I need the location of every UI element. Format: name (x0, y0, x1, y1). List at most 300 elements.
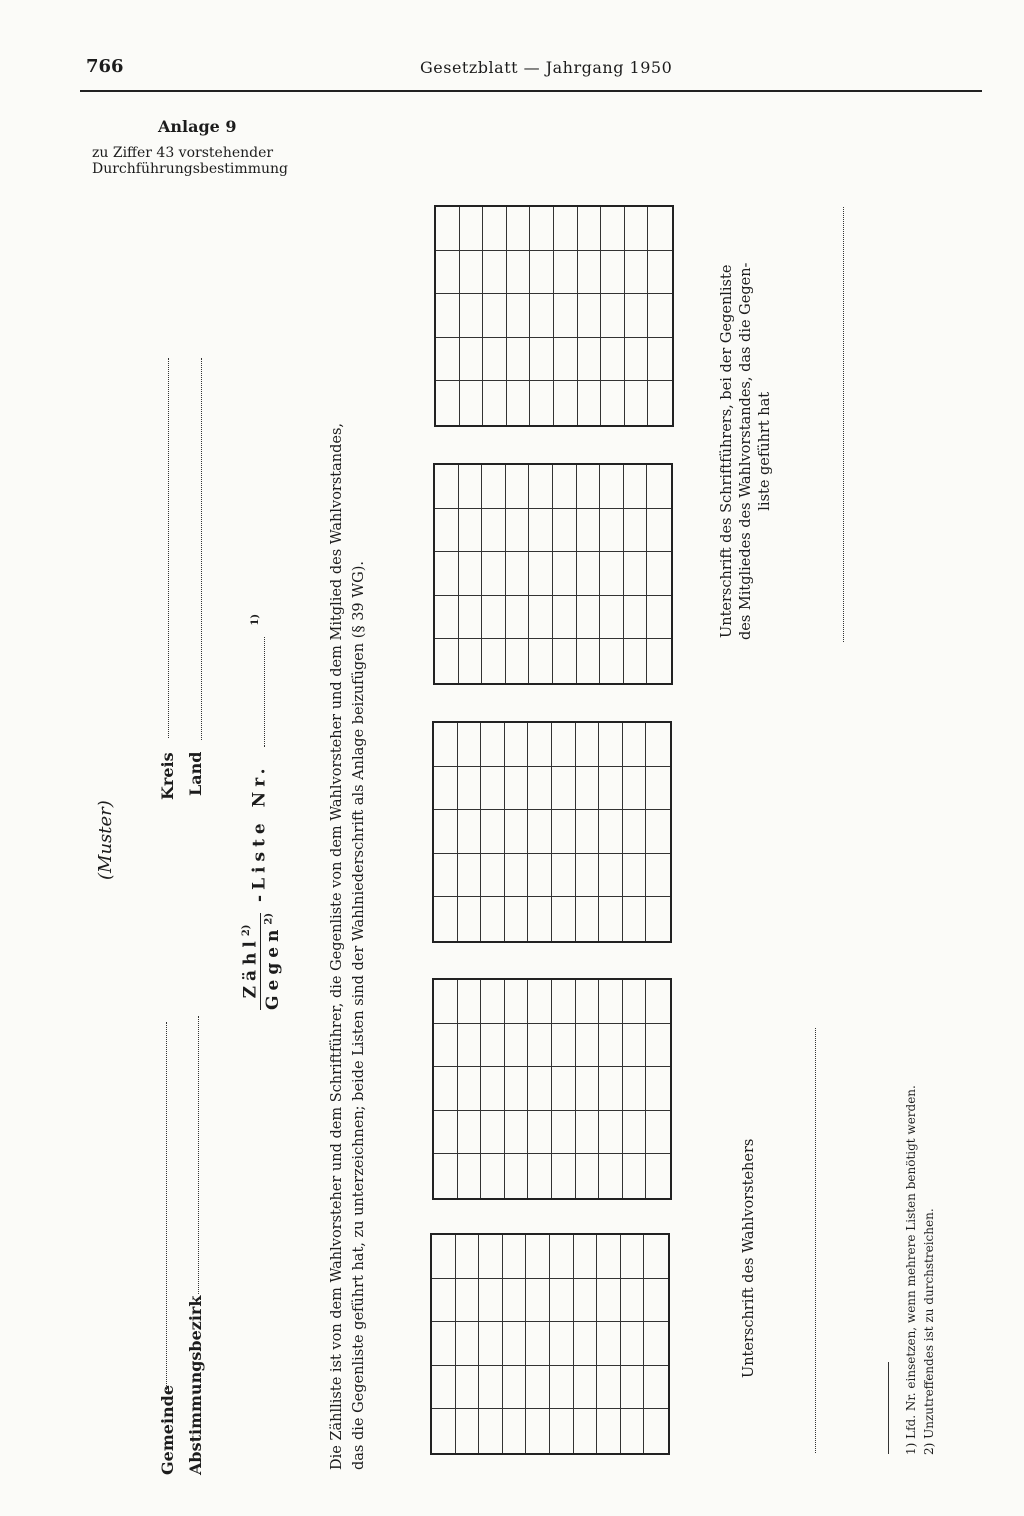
kreis-dotted-line (168, 358, 169, 738)
numerator-sup: 2) (241, 924, 252, 937)
tally-cell[interactable] (625, 338, 649, 382)
tally-cell[interactable] (432, 1322, 456, 1366)
tally-cell[interactable] (458, 723, 482, 767)
tally-cell[interactable] (436, 294, 460, 338)
abstimmungsbezirk-label: Abstimmungsbezirk (186, 1295, 205, 1475)
tally-cell[interactable] (600, 509, 624, 553)
tally-cell[interactable] (436, 251, 460, 295)
tally-cell[interactable] (435, 596, 459, 640)
tally-cell[interactable] (554, 381, 578, 425)
tally-cell[interactable] (648, 381, 672, 425)
tally-cell[interactable] (599, 1154, 623, 1198)
tally-cell[interactable] (574, 1409, 598, 1453)
tally-cell[interactable] (577, 465, 601, 509)
tally-cell[interactable] (481, 723, 505, 767)
tally-cell[interactable] (503, 1366, 527, 1410)
tally-cell[interactable] (456, 1235, 480, 1279)
tally-cell[interactable] (576, 1154, 600, 1198)
tally-cell[interactable] (434, 810, 458, 854)
land-dotted-line (201, 358, 202, 740)
tally-cell[interactable] (506, 639, 530, 683)
signature-label-schriftfuehrer (718, 263, 775, 640)
tally-cell[interactable] (529, 639, 553, 683)
tally-cell[interactable] (623, 1154, 647, 1198)
tally-cell[interactable] (578, 338, 602, 382)
tally-cell[interactable] (458, 1024, 482, 1068)
tally-cell[interactable] (552, 723, 576, 767)
tally-cell[interactable] (505, 767, 529, 811)
tally-cell[interactable] (599, 854, 623, 898)
tally-cell[interactable] (623, 767, 647, 811)
tally-cell[interactable] (646, 897, 670, 941)
tally-cell[interactable] (530, 251, 554, 295)
tally-cell[interactable] (624, 552, 648, 596)
tally-cell[interactable] (646, 1024, 670, 1068)
tally-cell[interactable] (434, 854, 458, 898)
tally-cell[interactable] (625, 207, 649, 251)
tally-cell[interactable] (432, 1235, 456, 1279)
tally-cell[interactable] (552, 1111, 576, 1155)
tally-cell[interactable] (528, 810, 552, 854)
header-rule (80, 90, 982, 92)
tally-cell[interactable] (600, 596, 624, 640)
tally-cell[interactable] (599, 1067, 623, 1111)
tally-cell[interactable] (646, 1154, 670, 1198)
tally-cell[interactable] (529, 596, 553, 640)
tally-cell[interactable] (577, 552, 601, 596)
footnote-rule (888, 1362, 889, 1454)
tally-cell[interactable] (482, 465, 506, 509)
tally-cell[interactable] (601, 207, 625, 251)
tally-cell[interactable] (550, 1322, 574, 1366)
tally-cell[interactable] (599, 723, 623, 767)
tally-cell[interactable] (436, 381, 460, 425)
tally-cell[interactable] (526, 1322, 550, 1366)
tally-cell[interactable] (528, 1024, 552, 1068)
tally-cell[interactable] (528, 1154, 552, 1198)
tally-cell[interactable] (554, 207, 578, 251)
tally-cell[interactable] (456, 1366, 480, 1410)
tally-cell[interactable] (646, 980, 670, 1024)
tally-cell[interactable] (530, 294, 554, 338)
gemeinde-field[interactable] (158, 1385, 177, 1475)
tally-cell[interactable] (553, 465, 577, 509)
tally-cell[interactable] (481, 1111, 505, 1155)
instruction-line1: Die Zählliste ist von dem Wahlvorsteher und dem Schriftführer, die Gegenliste von dem Wahlvorsteher und dem Mitglied des Wahlvorstandes, (329, 422, 345, 1470)
tally-cell[interactable] (481, 1024, 505, 1068)
anlage-subtitle (92, 145, 288, 177)
tally-cell[interactable] (483, 251, 507, 295)
tally-cell[interactable] (503, 1322, 527, 1366)
tally-cell[interactable] (481, 810, 505, 854)
tally-cell[interactable] (458, 810, 482, 854)
tally-cell[interactable] (458, 767, 482, 811)
tally-cell[interactable] (550, 1279, 574, 1323)
tally-cell[interactable] (552, 1024, 576, 1068)
tally-cell[interactable] (578, 294, 602, 338)
tally-cell[interactable] (483, 381, 507, 425)
tally-cell[interactable] (648, 207, 672, 251)
tally-cell[interactable] (574, 1366, 598, 1410)
tally-cell[interactable] (436, 338, 460, 382)
tally-cell[interactable] (460, 251, 484, 295)
tally-cell[interactable] (623, 723, 647, 767)
tally-cell[interactable] (435, 552, 459, 596)
tally-cell[interactable] (625, 294, 649, 338)
tally-cell[interactable] (576, 767, 600, 811)
tally-cell[interactable] (624, 596, 648, 640)
tally-cell[interactable] (644, 1322, 668, 1366)
tally-cell[interactable] (623, 897, 647, 941)
tally-cell[interactable] (528, 980, 552, 1024)
tally-cell[interactable] (600, 552, 624, 596)
schriftfuehrer-line2: des Mitgliedes des Wahlvorstandes, das die Gegen- (738, 262, 754, 640)
title-rest: -Liste Nr. (249, 763, 270, 902)
tally-cell[interactable] (528, 1111, 552, 1155)
tally-cell[interactable] (507, 251, 531, 295)
tally-cell[interactable] (576, 1067, 600, 1111)
tally-cell[interactable] (507, 207, 531, 251)
tally-cell[interactable] (550, 1409, 574, 1453)
signature-line-schriftfuehrer[interactable] (843, 207, 844, 642)
tally-cell[interactable] (458, 897, 482, 941)
tally-cell[interactable] (621, 1322, 645, 1366)
tally-cell[interactable] (481, 897, 505, 941)
tally-cell[interactable] (479, 1322, 503, 1366)
denominator-sup: 2) (263, 912, 275, 925)
tally-cell[interactable] (481, 980, 505, 1024)
tally-cell[interactable] (481, 767, 505, 811)
tally-cell[interactable] (479, 1409, 503, 1453)
tally-cell[interactable] (574, 1235, 598, 1279)
tally-cell[interactable] (459, 552, 483, 596)
tally-cell[interactable] (577, 639, 601, 683)
tally-cell[interactable] (574, 1322, 598, 1366)
tally-cell[interactable] (552, 810, 576, 854)
tally-cell[interactable] (550, 1366, 574, 1410)
tally-cell[interactable] (481, 854, 505, 898)
tally-cell[interactable] (506, 552, 530, 596)
tally-cell[interactable] (434, 897, 458, 941)
tally-cell[interactable] (576, 1111, 600, 1155)
tally-grid[interactable] (434, 205, 674, 427)
tally-cell[interactable] (597, 1322, 621, 1366)
tally-cell[interactable] (577, 509, 601, 553)
tally-cell[interactable] (483, 294, 507, 338)
kreis-field[interactable] (158, 752, 177, 800)
tally-cell[interactable] (458, 1111, 482, 1155)
gemeinde-label: Gemeinde (158, 1384, 177, 1475)
tally-grid[interactable] (433, 463, 673, 685)
title-fraction (238, 913, 282, 1010)
tally-cell[interactable] (623, 1024, 647, 1068)
tally-cell[interactable] (597, 1366, 621, 1410)
tally-cell[interactable] (528, 897, 552, 941)
tally-cell[interactable] (506, 465, 530, 509)
tally-grid[interactable] (430, 1233, 670, 1455)
tally-cell[interactable] (599, 1024, 623, 1068)
tally-cell[interactable] (621, 1409, 645, 1453)
tally-cell[interactable] (553, 509, 577, 553)
tally-cell[interactable] (481, 1067, 505, 1111)
land-label: Land (186, 751, 205, 796)
tally-cell[interactable] (621, 1235, 645, 1279)
denominator-text: Gegen (263, 924, 284, 1010)
anlage-subtitle-line1: zu Ziffer 43 vorstehender (92, 145, 274, 161)
schriftfuehrer-line3: liste geführt hat (757, 391, 773, 511)
tally-cell[interactable] (505, 980, 529, 1024)
tally-cell[interactable] (624, 639, 648, 683)
anlage-title: Anlage 9 (158, 117, 237, 136)
tally-cell[interactable] (456, 1279, 480, 1323)
tally-cell[interactable] (576, 810, 600, 854)
tally-cell[interactable] (647, 509, 671, 553)
tally-cell[interactable] (550, 1235, 574, 1279)
title-numerator (238, 913, 261, 1010)
tally-cell[interactable] (646, 767, 670, 811)
tally-cell[interactable] (601, 338, 625, 382)
tally-cell[interactable] (576, 723, 600, 767)
tally-cell[interactable] (458, 980, 482, 1024)
tally-cell[interactable] (576, 1024, 600, 1068)
tally-cell[interactable] (458, 1067, 482, 1111)
tally-cell[interactable] (528, 767, 552, 811)
kreis-label: Kreis (158, 752, 177, 800)
tally-cell[interactable] (506, 509, 530, 553)
tally-cell[interactable] (648, 338, 672, 382)
tally-cell[interactable] (597, 1409, 621, 1453)
tally-cell[interactable] (460, 207, 484, 251)
tally-cell[interactable] (600, 465, 624, 509)
tally-cell[interactable] (434, 723, 458, 767)
tally-cell[interactable] (600, 639, 624, 683)
tally-cell[interactable] (432, 1409, 456, 1453)
tally-cell[interactable] (576, 854, 600, 898)
tally-cell[interactable] (621, 1366, 645, 1410)
tally-cell[interactable] (599, 897, 623, 941)
tally-cell[interactable] (644, 1409, 668, 1453)
tally-cell[interactable] (623, 854, 647, 898)
page-number: 766 (86, 56, 124, 77)
tally-cell[interactable] (621, 1279, 645, 1323)
tally-cell[interactable] (648, 294, 672, 338)
tally-cell[interactable] (576, 980, 600, 1024)
tally-cell[interactable] (554, 251, 578, 295)
tally-cell[interactable] (553, 552, 577, 596)
tally-cell[interactable] (526, 1409, 550, 1453)
footnotes (902, 1085, 938, 1455)
tally-cell[interactable] (460, 294, 484, 338)
tally-cell[interactable] (479, 1235, 503, 1279)
tally-cell[interactable] (460, 338, 484, 382)
tally-cell[interactable] (552, 1067, 576, 1111)
tally-cell[interactable] (646, 1067, 670, 1111)
land-field[interactable] (186, 752, 205, 796)
tally-cell[interactable] (456, 1409, 480, 1453)
tally-cell[interactable] (578, 381, 602, 425)
tally-cell[interactable] (529, 552, 553, 596)
tally-cell[interactable] (434, 1067, 458, 1111)
signature-label-wahlvorsteher: Unterschrift des Wahlvorstehers (741, 1138, 757, 1378)
tally-cell[interactable] (597, 1235, 621, 1279)
tally-cell[interactable] (482, 552, 506, 596)
tally-cell[interactable] (458, 1154, 482, 1198)
tally-cell[interactable] (482, 509, 506, 553)
anlage-subtitle-line2: Durchführungsbestimmung (92, 161, 288, 177)
tally-cell[interactable] (578, 207, 602, 251)
instruction-text (326, 423, 370, 1470)
tally-cell[interactable] (552, 980, 576, 1024)
tally-cell[interactable] (530, 381, 554, 425)
tally-cell[interactable] (644, 1279, 668, 1323)
tally-cell[interactable] (435, 639, 459, 683)
gemeinde-dotted-line (166, 1022, 167, 1394)
tally-cell[interactable] (599, 810, 623, 854)
tally-cell[interactable] (483, 207, 507, 251)
tally-cell[interactable] (434, 1024, 458, 1068)
signature-line-wahlvorsteher[interactable] (815, 1028, 816, 1453)
tally-cell[interactable] (529, 509, 553, 553)
tally-cell[interactable] (623, 1067, 647, 1111)
tally-cell[interactable] (505, 810, 529, 854)
tally-cell[interactable] (505, 1154, 529, 1198)
tally-cell[interactable] (483, 338, 507, 382)
tally-cell[interactable] (505, 1024, 529, 1068)
tally-cell[interactable] (647, 639, 671, 683)
tally-cell[interactable] (458, 854, 482, 898)
tally-cell[interactable] (554, 338, 578, 382)
tally-cell[interactable] (459, 596, 483, 640)
tally-cell[interactable] (530, 207, 554, 251)
tally-cell[interactable] (503, 1235, 527, 1279)
tally-cell[interactable] (507, 294, 531, 338)
tally-cell[interactable] (459, 639, 483, 683)
tally-cell[interactable] (644, 1366, 668, 1410)
tally-cell[interactable] (528, 854, 552, 898)
muster-label: (Muster) (95, 800, 116, 880)
tally-cell[interactable] (601, 381, 625, 425)
tally-cell[interactable] (528, 723, 552, 767)
tally-cell[interactable] (481, 1154, 505, 1198)
tally-cell[interactable] (434, 1111, 458, 1155)
tally-grid[interactable] (432, 721, 672, 943)
list-number-dotted-line (264, 637, 265, 747)
tally-cell[interactable] (506, 596, 530, 640)
tally-cell[interactable] (599, 980, 623, 1024)
tally-cell[interactable] (505, 897, 529, 941)
tally-cell[interactable] (646, 854, 670, 898)
tally-cell[interactable] (552, 767, 576, 811)
tally-cell[interactable] (646, 1111, 670, 1155)
tally-cell[interactable] (503, 1279, 527, 1323)
tally-cell[interactable] (526, 1235, 550, 1279)
tally-cell[interactable] (456, 1322, 480, 1366)
tally-cell[interactable] (624, 509, 648, 553)
abstimmungsbezirk-dotted-line (198, 1016, 199, 1294)
tally-cell[interactable] (507, 381, 531, 425)
tally-cell[interactable] (479, 1279, 503, 1323)
tally-cell[interactable] (435, 465, 459, 509)
title-denominator (263, 913, 283, 1010)
tally-cell[interactable] (435, 509, 459, 553)
tally-cell[interactable] (505, 723, 529, 767)
abstimmungsbezirk-field[interactable] (186, 1296, 205, 1475)
tally-cell[interactable] (576, 897, 600, 941)
tally-cell[interactable] (552, 1154, 576, 1198)
footnote-2: 2) Unzutreffendes ist zu durchstreichen. (922, 1208, 936, 1455)
tally-cell[interactable] (647, 596, 671, 640)
instruction-line2: das die Gegenliste geführt hat, zu unterzeichnen; beide Listen sind der Wahlniederschrift als Anlage beizufügen (§ 39 WG). (351, 560, 367, 1470)
tally-cell[interactable] (479, 1366, 503, 1410)
tally-cell[interactable] (623, 1111, 647, 1155)
tally-cell[interactable] (460, 381, 484, 425)
tally-cell[interactable] (526, 1366, 550, 1410)
tally-cell[interactable] (482, 639, 506, 683)
tally-cell[interactable] (577, 596, 601, 640)
tally-cell[interactable] (507, 338, 531, 382)
tally-cell[interactable] (505, 1111, 529, 1155)
tally-cell[interactable] (646, 723, 670, 767)
tally-cell[interactable] (648, 251, 672, 295)
tally-cell[interactable] (434, 980, 458, 1024)
tally-cell[interactable] (434, 1154, 458, 1198)
tally-cell[interactable] (432, 1366, 456, 1410)
tally-cell[interactable] (625, 251, 649, 295)
title-sup: 1) (250, 613, 261, 626)
tally-cell[interactable] (530, 338, 554, 382)
tally-cell[interactable] (482, 596, 506, 640)
tally-cell[interactable] (647, 552, 671, 596)
tally-cell[interactable] (599, 767, 623, 811)
tally-cell[interactable] (436, 207, 460, 251)
tally-cell[interactable] (647, 465, 671, 509)
tally-grid[interactable] (432, 978, 672, 1200)
tally-cell[interactable] (434, 767, 458, 811)
tally-cell[interactable] (623, 810, 647, 854)
tally-cell[interactable] (601, 294, 625, 338)
tally-cell[interactable] (599, 1111, 623, 1155)
tally-cell[interactable] (552, 897, 576, 941)
tally-cell[interactable] (553, 596, 577, 640)
tally-cell[interactable] (646, 810, 670, 854)
numerator-text: Zähl (240, 936, 261, 999)
tally-cell[interactable] (432, 1279, 456, 1323)
tally-cell[interactable] (459, 465, 483, 509)
footnote-1: 1) Lfd. Nr. einsetzen, wenn mehrere Listen benötigt werden. (904, 1085, 918, 1455)
running-title: Gesetzblatt — Jahrgang 1950 (420, 58, 673, 77)
tally-cell[interactable] (601, 251, 625, 295)
tally-cell[interactable] (644, 1235, 668, 1279)
tally-cell[interactable] (623, 980, 647, 1024)
tally-cell[interactable] (505, 1067, 529, 1111)
tally-cell[interactable] (505, 854, 529, 898)
tally-cell[interactable] (578, 251, 602, 295)
tally-cell[interactable] (597, 1279, 621, 1323)
tally-cell[interactable] (552, 854, 576, 898)
tally-cell[interactable] (553, 639, 577, 683)
tally-cell[interactable] (459, 509, 483, 553)
tally-cell[interactable] (574, 1279, 598, 1323)
tally-cell[interactable] (625, 381, 649, 425)
schriftfuehrer-line1: Unterschrift des Schriftführers, bei der Gegenliste (719, 264, 735, 638)
tally-cell[interactable] (624, 465, 648, 509)
tally-cell[interactable] (503, 1409, 527, 1453)
tally-cell[interactable] (526, 1279, 550, 1323)
tally-cell[interactable] (529, 465, 553, 509)
list-title (238, 614, 282, 1010)
tally-cell[interactable] (554, 294, 578, 338)
tally-cell[interactable] (528, 1067, 552, 1111)
